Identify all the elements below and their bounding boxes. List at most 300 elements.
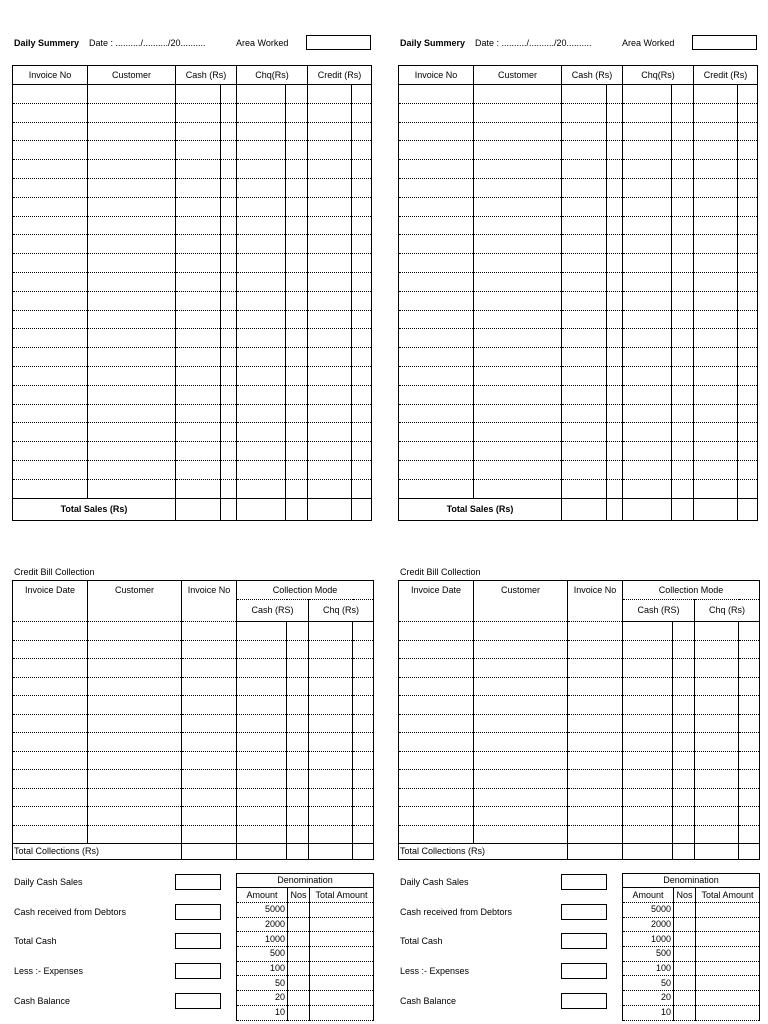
denom-nos-cell[interactable] [674,917,696,932]
daily-entry-cell[interactable] [672,442,694,461]
daily-entry-cell[interactable] [88,348,176,367]
credit-entry-cell[interactable] [568,807,623,826]
denom-total-cell[interactable] [310,961,374,976]
daily-entry-cell[interactable] [562,141,607,160]
daily-entry-cell[interactable] [221,141,237,160]
credit-entry-cell[interactable] [673,677,695,696]
daily-entry-cell[interactable] [221,122,237,141]
daily-entry-cell[interactable] [399,178,474,197]
daily-entry-cell[interactable] [562,178,607,197]
daily-entry-cell[interactable] [399,310,474,329]
credit-entry-cell[interactable] [309,696,353,715]
daily-entry-cell[interactable] [308,310,352,329]
credit-entry-cell[interactable] [353,807,374,826]
credit-entry-cell[interactable] [353,696,374,715]
daily-entry-cell[interactable] [286,197,308,216]
daily-entry-cell[interactable] [221,479,237,498]
cash-value-input[interactable] [561,933,607,949]
daily-entry-cell[interactable] [308,329,352,348]
credit-entry-cell[interactable] [673,696,695,715]
credit-entry-cell[interactable] [237,714,287,733]
denom-nos-cell[interactable] [674,932,696,947]
daily-entry-cell[interactable] [672,479,694,498]
daily-entry-cell[interactable] [286,310,308,329]
credit-entry-cell[interactable] [353,714,374,733]
denom-total-cell[interactable] [310,917,374,932]
daily-entry-cell[interactable] [176,291,221,310]
daily-entry-cell[interactable] [672,216,694,235]
daily-entry-cell[interactable] [672,291,694,310]
daily-entry-cell[interactable] [88,216,176,235]
credit-entry-cell[interactable] [695,807,739,826]
daily-entry-cell[interactable] [399,216,474,235]
credit-entry-cell[interactable] [739,677,760,696]
daily-entry-cell[interactable] [176,85,221,104]
daily-entry-cell[interactable] [13,442,88,461]
daily-entry-cell[interactable] [672,160,694,179]
daily-entry-cell[interactable] [88,329,176,348]
daily-entry-cell[interactable] [88,103,176,122]
credit-entry-cell[interactable] [182,622,237,641]
credit-entry-cell[interactable] [353,622,374,641]
credit-entry-cell[interactable] [13,825,88,844]
credit-entry-cell[interactable] [182,770,237,789]
credit-entry-cell[interactable] [13,788,88,807]
daily-entry-cell[interactable] [623,404,672,423]
daily-entry-cell[interactable] [176,385,221,404]
credit-entry-cell[interactable] [695,714,739,733]
credit-entry-cell[interactable] [568,677,623,696]
credit-entry-cell[interactable] [287,696,309,715]
credit-entry-cell[interactable] [623,751,673,770]
daily-entry-cell[interactable] [237,235,286,254]
denom-total-cell[interactable] [696,961,760,976]
daily-entry-cell[interactable] [607,366,623,385]
daily-entry-cell[interactable] [562,385,607,404]
daily-entry-cell[interactable] [176,272,221,291]
credit-entry-cell[interactable] [13,807,88,826]
daily-entry-cell[interactable] [176,423,221,442]
daily-entry-cell[interactable] [607,385,623,404]
credit-entry-cell[interactable] [695,770,739,789]
credit-entry-cell[interactable] [287,714,309,733]
daily-entry-cell[interactable] [738,479,758,498]
credit-entry-cell[interactable] [309,751,353,770]
total-sales-cell[interactable] [176,498,221,520]
daily-entry-cell[interactable] [308,103,352,122]
credit-entry-cell[interactable] [353,677,374,696]
denom-nos-cell[interactable] [674,903,696,918]
daily-entry-cell[interactable] [352,385,372,404]
credit-entry-cell[interactable] [399,677,474,696]
daily-entry-cell[interactable] [694,479,738,498]
credit-entry-cell[interactable] [237,696,287,715]
daily-entry-cell[interactable] [738,197,758,216]
credit-entry-cell[interactable] [739,640,760,659]
daily-entry-cell[interactable] [672,460,694,479]
daily-entry-cell[interactable] [308,348,352,367]
daily-entry-cell[interactable] [13,197,88,216]
daily-entry-cell[interactable] [672,385,694,404]
cash-value-input[interactable] [561,904,607,920]
daily-entry-cell[interactable] [352,235,372,254]
daily-entry-cell[interactable] [623,310,672,329]
credit-entry-cell[interactable] [309,659,353,678]
daily-entry-cell[interactable] [176,460,221,479]
denom-total-cell[interactable] [310,1005,374,1020]
credit-entry-cell[interactable] [474,825,568,844]
daily-entry-cell[interactable] [308,235,352,254]
credit-entry-cell[interactable] [739,659,760,678]
daily-entry-cell[interactable] [308,460,352,479]
credit-entry-cell[interactable] [287,659,309,678]
daily-entry-cell[interactable] [237,310,286,329]
daily-entry-cell[interactable] [176,235,221,254]
credit-entry-cell[interactable] [353,640,374,659]
credit-entry-cell[interactable] [695,659,739,678]
daily-entry-cell[interactable] [221,329,237,348]
denom-total-cell[interactable] [696,1005,760,1020]
daily-entry-cell[interactable] [352,460,372,479]
daily-entry-cell[interactable] [13,479,88,498]
credit-entry-cell[interactable] [182,640,237,659]
daily-entry-cell[interactable] [607,404,623,423]
daily-entry-cell[interactable] [623,366,672,385]
credit-entry-cell[interactable] [13,622,88,641]
cash-value-input[interactable] [175,874,221,890]
credit-entry-cell[interactable] [88,677,182,696]
daily-entry-cell[interactable] [474,329,562,348]
daily-entry-cell[interactable] [607,272,623,291]
daily-entry-cell[interactable] [399,254,474,273]
total-collections-cell[interactable] [673,844,695,860]
daily-entry-cell[interactable] [13,348,88,367]
credit-entry-cell[interactable] [739,733,760,752]
daily-entry-cell[interactable] [607,122,623,141]
daily-entry-cell[interactable] [474,235,562,254]
denom-nos-cell[interactable] [674,991,696,1006]
daily-entry-cell[interactable] [399,385,474,404]
credit-entry-cell[interactable] [568,714,623,733]
daily-entry-cell[interactable] [352,178,372,197]
credit-entry-cell[interactable] [399,825,474,844]
daily-entry-cell[interactable] [237,423,286,442]
daily-entry-cell[interactable] [474,479,562,498]
daily-entry-cell[interactable] [694,385,738,404]
daily-entry-cell[interactable] [88,404,176,423]
daily-entry-cell[interactable] [308,272,352,291]
daily-entry-cell[interactable] [623,291,672,310]
daily-entry-cell[interactable] [88,366,176,385]
cash-value-input[interactable] [175,993,221,1009]
daily-entry-cell[interactable] [738,385,758,404]
daily-entry-cell[interactable] [399,141,474,160]
credit-entry-cell[interactable] [399,788,474,807]
daily-entry-cell[interactable] [562,160,607,179]
credit-entry-cell[interactable] [474,751,568,770]
daily-entry-cell[interactable] [474,141,562,160]
daily-entry-cell[interactable] [672,85,694,104]
daily-entry-cell[interactable] [623,197,672,216]
daily-entry-cell[interactable] [474,291,562,310]
daily-entry-cell[interactable] [308,385,352,404]
credit-entry-cell[interactable] [568,640,623,659]
daily-entry-cell[interactable] [607,103,623,122]
daily-entry-cell[interactable] [308,366,352,385]
daily-entry-cell[interactable] [308,291,352,310]
total-sales-cell[interactable] [237,498,286,520]
daily-entry-cell[interactable] [176,197,221,216]
credit-entry-cell[interactable] [399,696,474,715]
daily-entry-cell[interactable] [672,197,694,216]
daily-entry-cell[interactable] [13,254,88,273]
credit-entry-cell[interactable] [287,770,309,789]
credit-entry-cell[interactable] [353,659,374,678]
credit-entry-cell[interactable] [13,696,88,715]
daily-entry-cell[interactable] [13,385,88,404]
total-collections-cell[interactable] [353,844,374,860]
daily-entry-cell[interactable] [221,160,237,179]
daily-entry-cell[interactable] [562,235,607,254]
daily-entry-cell[interactable] [88,423,176,442]
credit-entry-cell[interactable] [237,733,287,752]
credit-entry-cell[interactable] [568,733,623,752]
daily-entry-cell[interactable] [399,85,474,104]
daily-entry-cell[interactable] [221,348,237,367]
daily-entry-cell[interactable] [13,235,88,254]
daily-entry-cell[interactable] [88,272,176,291]
daily-entry-cell[interactable] [694,254,738,273]
daily-entry-cell[interactable] [221,423,237,442]
daily-entry-cell[interactable] [607,329,623,348]
credit-entry-cell[interactable] [474,733,568,752]
daily-entry-cell[interactable] [176,141,221,160]
daily-entry-cell[interactable] [738,85,758,104]
daily-entry-cell[interactable] [738,291,758,310]
credit-entry-cell[interactable] [13,714,88,733]
daily-entry-cell[interactable] [237,442,286,461]
daily-entry-cell[interactable] [352,272,372,291]
daily-entry-cell[interactable] [672,235,694,254]
daily-entry-cell[interactable] [237,160,286,179]
credit-entry-cell[interactable] [399,714,474,733]
daily-entry-cell[interactable] [623,216,672,235]
daily-entry-cell[interactable] [352,366,372,385]
daily-entry-cell[interactable] [88,442,176,461]
credit-entry-cell[interactable] [568,770,623,789]
credit-entry-cell[interactable] [399,659,474,678]
daily-entry-cell[interactable] [308,404,352,423]
daily-entry-cell[interactable] [738,404,758,423]
denom-total-cell[interactable] [310,932,374,947]
denom-nos-cell[interactable] [288,1005,310,1020]
total-sales-cell[interactable] [694,498,738,520]
credit-entry-cell[interactable] [182,807,237,826]
credit-entry-cell[interactable] [88,733,182,752]
daily-entry-cell[interactable] [562,348,607,367]
credit-entry-cell[interactable] [287,733,309,752]
daily-entry-cell[interactable] [221,442,237,461]
total-sales-cell[interactable] [623,498,672,520]
daily-entry-cell[interactable] [694,442,738,461]
daily-entry-cell[interactable] [237,272,286,291]
daily-entry-cell[interactable] [738,178,758,197]
daily-entry-cell[interactable] [738,460,758,479]
daily-entry-cell[interactable] [286,385,308,404]
daily-entry-cell[interactable] [474,160,562,179]
daily-entry-cell[interactable] [694,235,738,254]
daily-entry-cell[interactable] [399,442,474,461]
daily-entry-cell[interactable] [738,348,758,367]
daily-entry-cell[interactable] [237,103,286,122]
credit-entry-cell[interactable] [474,788,568,807]
daily-entry-cell[interactable] [176,310,221,329]
credit-entry-cell[interactable] [353,733,374,752]
daily-entry-cell[interactable] [562,310,607,329]
total-sales-cell[interactable] [672,498,694,520]
daily-entry-cell[interactable] [176,366,221,385]
daily-entry-cell[interactable] [352,310,372,329]
daily-entry-cell[interactable] [286,291,308,310]
credit-entry-cell[interactable] [88,751,182,770]
daily-entry-cell[interactable] [607,197,623,216]
credit-entry-cell[interactable] [623,825,673,844]
daily-entry-cell[interactable] [308,423,352,442]
daily-entry-cell[interactable] [221,103,237,122]
daily-entry-cell[interactable] [286,122,308,141]
daily-entry-cell[interactable] [474,310,562,329]
daily-entry-cell[interactable] [352,329,372,348]
daily-entry-cell[interactable] [738,141,758,160]
daily-entry-cell[interactable] [237,329,286,348]
cash-value-input[interactable] [175,933,221,949]
daily-entry-cell[interactable] [607,348,623,367]
credit-entry-cell[interactable] [287,677,309,696]
credit-entry-cell[interactable] [182,696,237,715]
daily-entry-cell[interactable] [562,272,607,291]
daily-entry-cell[interactable] [176,329,221,348]
credit-entry-cell[interactable] [182,788,237,807]
credit-entry-cell[interactable] [88,788,182,807]
daily-entry-cell[interactable] [221,235,237,254]
denom-total-cell[interactable] [310,947,374,962]
credit-entry-cell[interactable] [13,677,88,696]
daily-entry-cell[interactable] [352,197,372,216]
credit-entry-cell[interactable] [623,807,673,826]
daily-entry-cell[interactable] [474,254,562,273]
daily-entry-cell[interactable] [694,272,738,291]
denom-total-cell[interactable] [696,917,760,932]
daily-entry-cell[interactable] [352,348,372,367]
credit-entry-cell[interactable] [568,696,623,715]
denom-nos-cell[interactable] [674,1005,696,1020]
daily-entry-cell[interactable] [623,235,672,254]
credit-entry-cell[interactable] [88,807,182,826]
total-sales-cell[interactable] [221,498,237,520]
daily-entry-cell[interactable] [738,103,758,122]
denom-total-cell[interactable] [696,903,760,918]
daily-entry-cell[interactable] [607,178,623,197]
daily-entry-cell[interactable] [352,103,372,122]
credit-entry-cell[interactable] [287,807,309,826]
daily-entry-cell[interactable] [672,310,694,329]
credit-entry-cell[interactable] [739,714,760,733]
daily-entry-cell[interactable] [286,235,308,254]
credit-entry-cell[interactable] [739,788,760,807]
daily-entry-cell[interactable] [607,254,623,273]
daily-entry-cell[interactable] [286,442,308,461]
credit-entry-cell[interactable] [287,622,309,641]
credit-entry-cell[interactable] [623,696,673,715]
daily-entry-cell[interactable] [13,122,88,141]
denom-total-cell[interactable] [696,976,760,991]
daily-entry-cell[interactable] [286,366,308,385]
credit-entry-cell[interactable] [88,825,182,844]
daily-entry-cell[interactable] [607,235,623,254]
daily-entry-cell[interactable] [562,442,607,461]
credit-entry-cell[interactable] [673,770,695,789]
daily-entry-cell[interactable] [562,329,607,348]
daily-entry-cell[interactable] [237,254,286,273]
credit-entry-cell[interactable] [739,622,760,641]
total-collections-cell[interactable] [287,844,309,860]
daily-entry-cell[interactable] [607,479,623,498]
daily-entry-cell[interactable] [738,272,758,291]
daily-entry-cell[interactable] [176,404,221,423]
credit-entry-cell[interactable] [568,659,623,678]
daily-entry-cell[interactable] [623,122,672,141]
credit-entry-cell[interactable] [568,622,623,641]
daily-entry-cell[interactable] [694,366,738,385]
denom-nos-cell[interactable] [288,961,310,976]
credit-entry-cell[interactable] [287,788,309,807]
total-sales-cell[interactable] [352,498,372,520]
daily-entry-cell[interactable] [562,254,607,273]
daily-entry-cell[interactable] [399,103,474,122]
total-sales-cell[interactable] [562,498,607,520]
daily-entry-cell[interactable] [352,442,372,461]
credit-entry-cell[interactable] [695,696,739,715]
credit-entry-cell[interactable] [673,640,695,659]
daily-entry-cell[interactable] [221,197,237,216]
daily-entry-cell[interactable] [176,160,221,179]
daily-entry-cell[interactable] [13,423,88,442]
daily-entry-cell[interactable] [623,160,672,179]
daily-entry-cell[interactable] [562,479,607,498]
credit-entry-cell[interactable] [287,751,309,770]
daily-entry-cell[interactable] [88,122,176,141]
credit-entry-cell[interactable] [673,825,695,844]
daily-entry-cell[interactable] [13,366,88,385]
daily-entry-cell[interactable] [694,460,738,479]
credit-entry-cell[interactable] [237,770,287,789]
daily-entry-cell[interactable] [13,329,88,348]
daily-entry-cell[interactable] [221,366,237,385]
daily-entry-cell[interactable] [672,103,694,122]
daily-entry-cell[interactable] [562,366,607,385]
daily-entry-cell[interactable] [352,423,372,442]
credit-entry-cell[interactable] [474,807,568,826]
daily-entry-cell[interactable] [474,404,562,423]
daily-entry-cell[interactable] [399,160,474,179]
daily-entry-cell[interactable] [474,442,562,461]
daily-entry-cell[interactable] [237,178,286,197]
daily-entry-cell[interactable] [738,329,758,348]
daily-entry-cell[interactable] [562,460,607,479]
daily-entry-cell[interactable] [221,272,237,291]
credit-entry-cell[interactable] [474,677,568,696]
denom-total-cell[interactable] [696,991,760,1006]
